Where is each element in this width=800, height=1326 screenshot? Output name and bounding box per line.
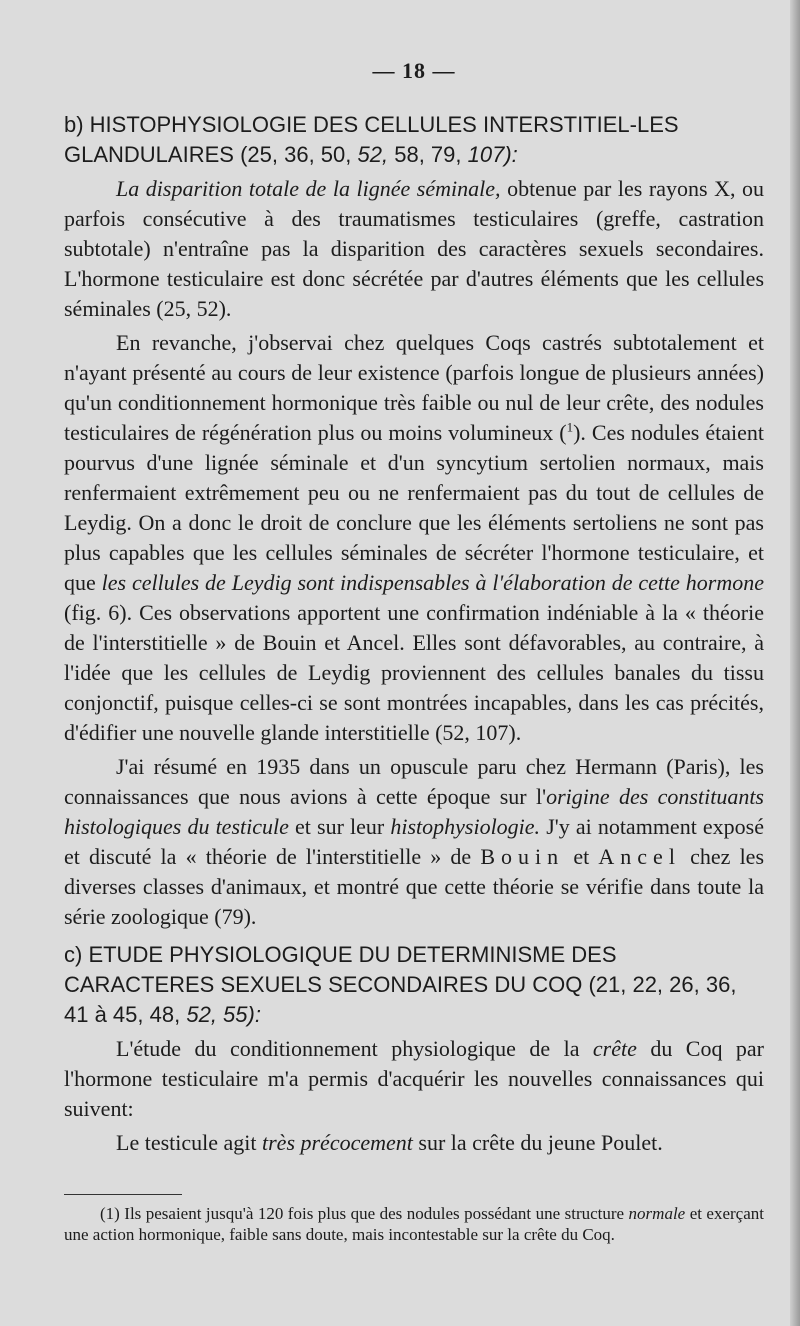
page-edge-shadow <box>790 0 800 1326</box>
page-number: — 18 — <box>372 58 456 83</box>
p3-text-2: et sur leur <box>295 814 385 839</box>
section-b-refs: (25, 36, 50, <box>240 142 352 167</box>
p5-text-1: Le testicule agit <box>116 1130 257 1155</box>
footnote-italic: normale <box>628 1204 686 1223</box>
paragraph-1 <box>64 174 764 324</box>
p2-text-2: ). Ces nodules étaient pourvus d'une lignée séminale et d'un syncytium sertolien normaux, mais renfermaient extrêmement peu ou ne renfermaient pas du tout de cellules de Leydig. On a donc le droit de conclure que les éléments sertoliens ne sont pas plus capables que les cellules séminales de sécréter l'hormone testiculaire, et que <box>64 420 764 595</box>
p2-text-1: En revanche, j'observai chez quelques Coqs castrés subtotalement et n'ayant présenté au cours de leur existence (parfois longue de plusieurs années) qu'un conditionnement hormonique très faible ou nul de leur crête, des nodules testiculaires de régénération plus ou moins volumineux ( <box>64 330 764 445</box>
p3-text-1: J'ai résumé en 1935 dans un opuscule paru chez Hermann (Paris), les connaissances que nous avions à cette époque sur l' <box>64 754 764 809</box>
p4-text-2: du Coq par l'hormone testiculaire m'a permis d'acquérir les nouvelles connaissances qui suivent: <box>64 1036 764 1121</box>
p5-italic: très précocement <box>262 1130 413 1155</box>
paragraph-4 <box>64 1034 764 1124</box>
footnote <box>64 1203 764 1245</box>
p3-text-4: et <box>573 844 590 869</box>
p2-italic: les cellules de Leydig sont indispensables à l'élaboration de cette hormone <box>101 570 764 595</box>
footnote-rule <box>64 1194 182 1195</box>
paragraph-5 <box>64 1128 764 1158</box>
section-c-ref-italic: 52, 55): <box>186 1002 261 1027</box>
section-b-title: b) HISTOPHYSIOLOGIE DES CELLULES INTERSTITIEL-LES GLANDULAIRES <box>64 112 679 167</box>
p4-text-1: L'étude du conditionnement physiologique de la <box>116 1036 580 1061</box>
p1-lead: La disparition totale de la lignée séminale, <box>116 176 501 201</box>
author-name-bouin: Bouin <box>480 844 565 869</box>
section-c-heading <box>64 940 764 1030</box>
paragraph-2 <box>64 328 764 748</box>
author-name-ancel: Ancel <box>598 844 681 869</box>
p3-text-5: chez les diverses classes d'animaux, et montré que cette théorie se vérifie dans toute la série zoologique (79). <box>64 844 765 929</box>
p3-italic-2: histophysiologie. <box>390 814 541 839</box>
footnote-text-1: (1) Ils pesaient jusqu'à 120 fois plus que des nodules possédant une structure <box>100 1204 625 1223</box>
section-c-title: c) ETUDE PHYSIOLOGIQUE DU DETERMINISME DES CARACTERES SEXUELS SECONDAIRES DU COQ (21, 22, 26, 36, 41 à 45, 48, <box>64 942 737 1027</box>
p2-text-3: (fig. 6). Ces observations apportent une confirmation indéniable à la « théorie de l'interstitielle » de Bouin et Ancel. Elles sont défavorables, au contraire, à l'idée que les cellules de Leydig proviennent des cellules banales du tissu conjonctif, puisque celles-ci se sont montrées incapables, dans les cas précités, d'édifier une nouvelle glande interstitielle (52, 107). <box>64 600 764 745</box>
section-b-refs-2: 58, 79, <box>394 142 462 167</box>
p4-italic: crête <box>592 1036 637 1061</box>
section-b-heading <box>64 110 764 170</box>
p1-text: obtenue par les rayons X, ou parfois consécutive à des traumatismes testiculaires (greffe, castration subtotale) n'entraîne pas la disparition des caractères sexuels secondaires. L'hormone testiculaire est donc sécrétée par d'autres éléments que les cellules séminales (25, 52). <box>64 176 764 321</box>
p5-text-2: sur la crête du jeune Poulet. <box>418 1130 663 1155</box>
footnote-mark: 1 <box>566 419 574 435</box>
section-b-ref-italic-2: 107): <box>467 142 518 167</box>
p3-text-3: J'y ai notamment exposé et discuté la « théorie de l'interstitielle » de <box>64 814 765 869</box>
footnote-text-2: et exerçant une action hormonique, faible sans doute, mais incontestable sur la crête du Coq. <box>64 1204 764 1244</box>
p3-italic-1: origine des constituants histologiques du testicule <box>64 784 764 839</box>
paragraph-3 <box>64 752 764 932</box>
section-b-ref-italic-1: 52, <box>357 142 389 167</box>
